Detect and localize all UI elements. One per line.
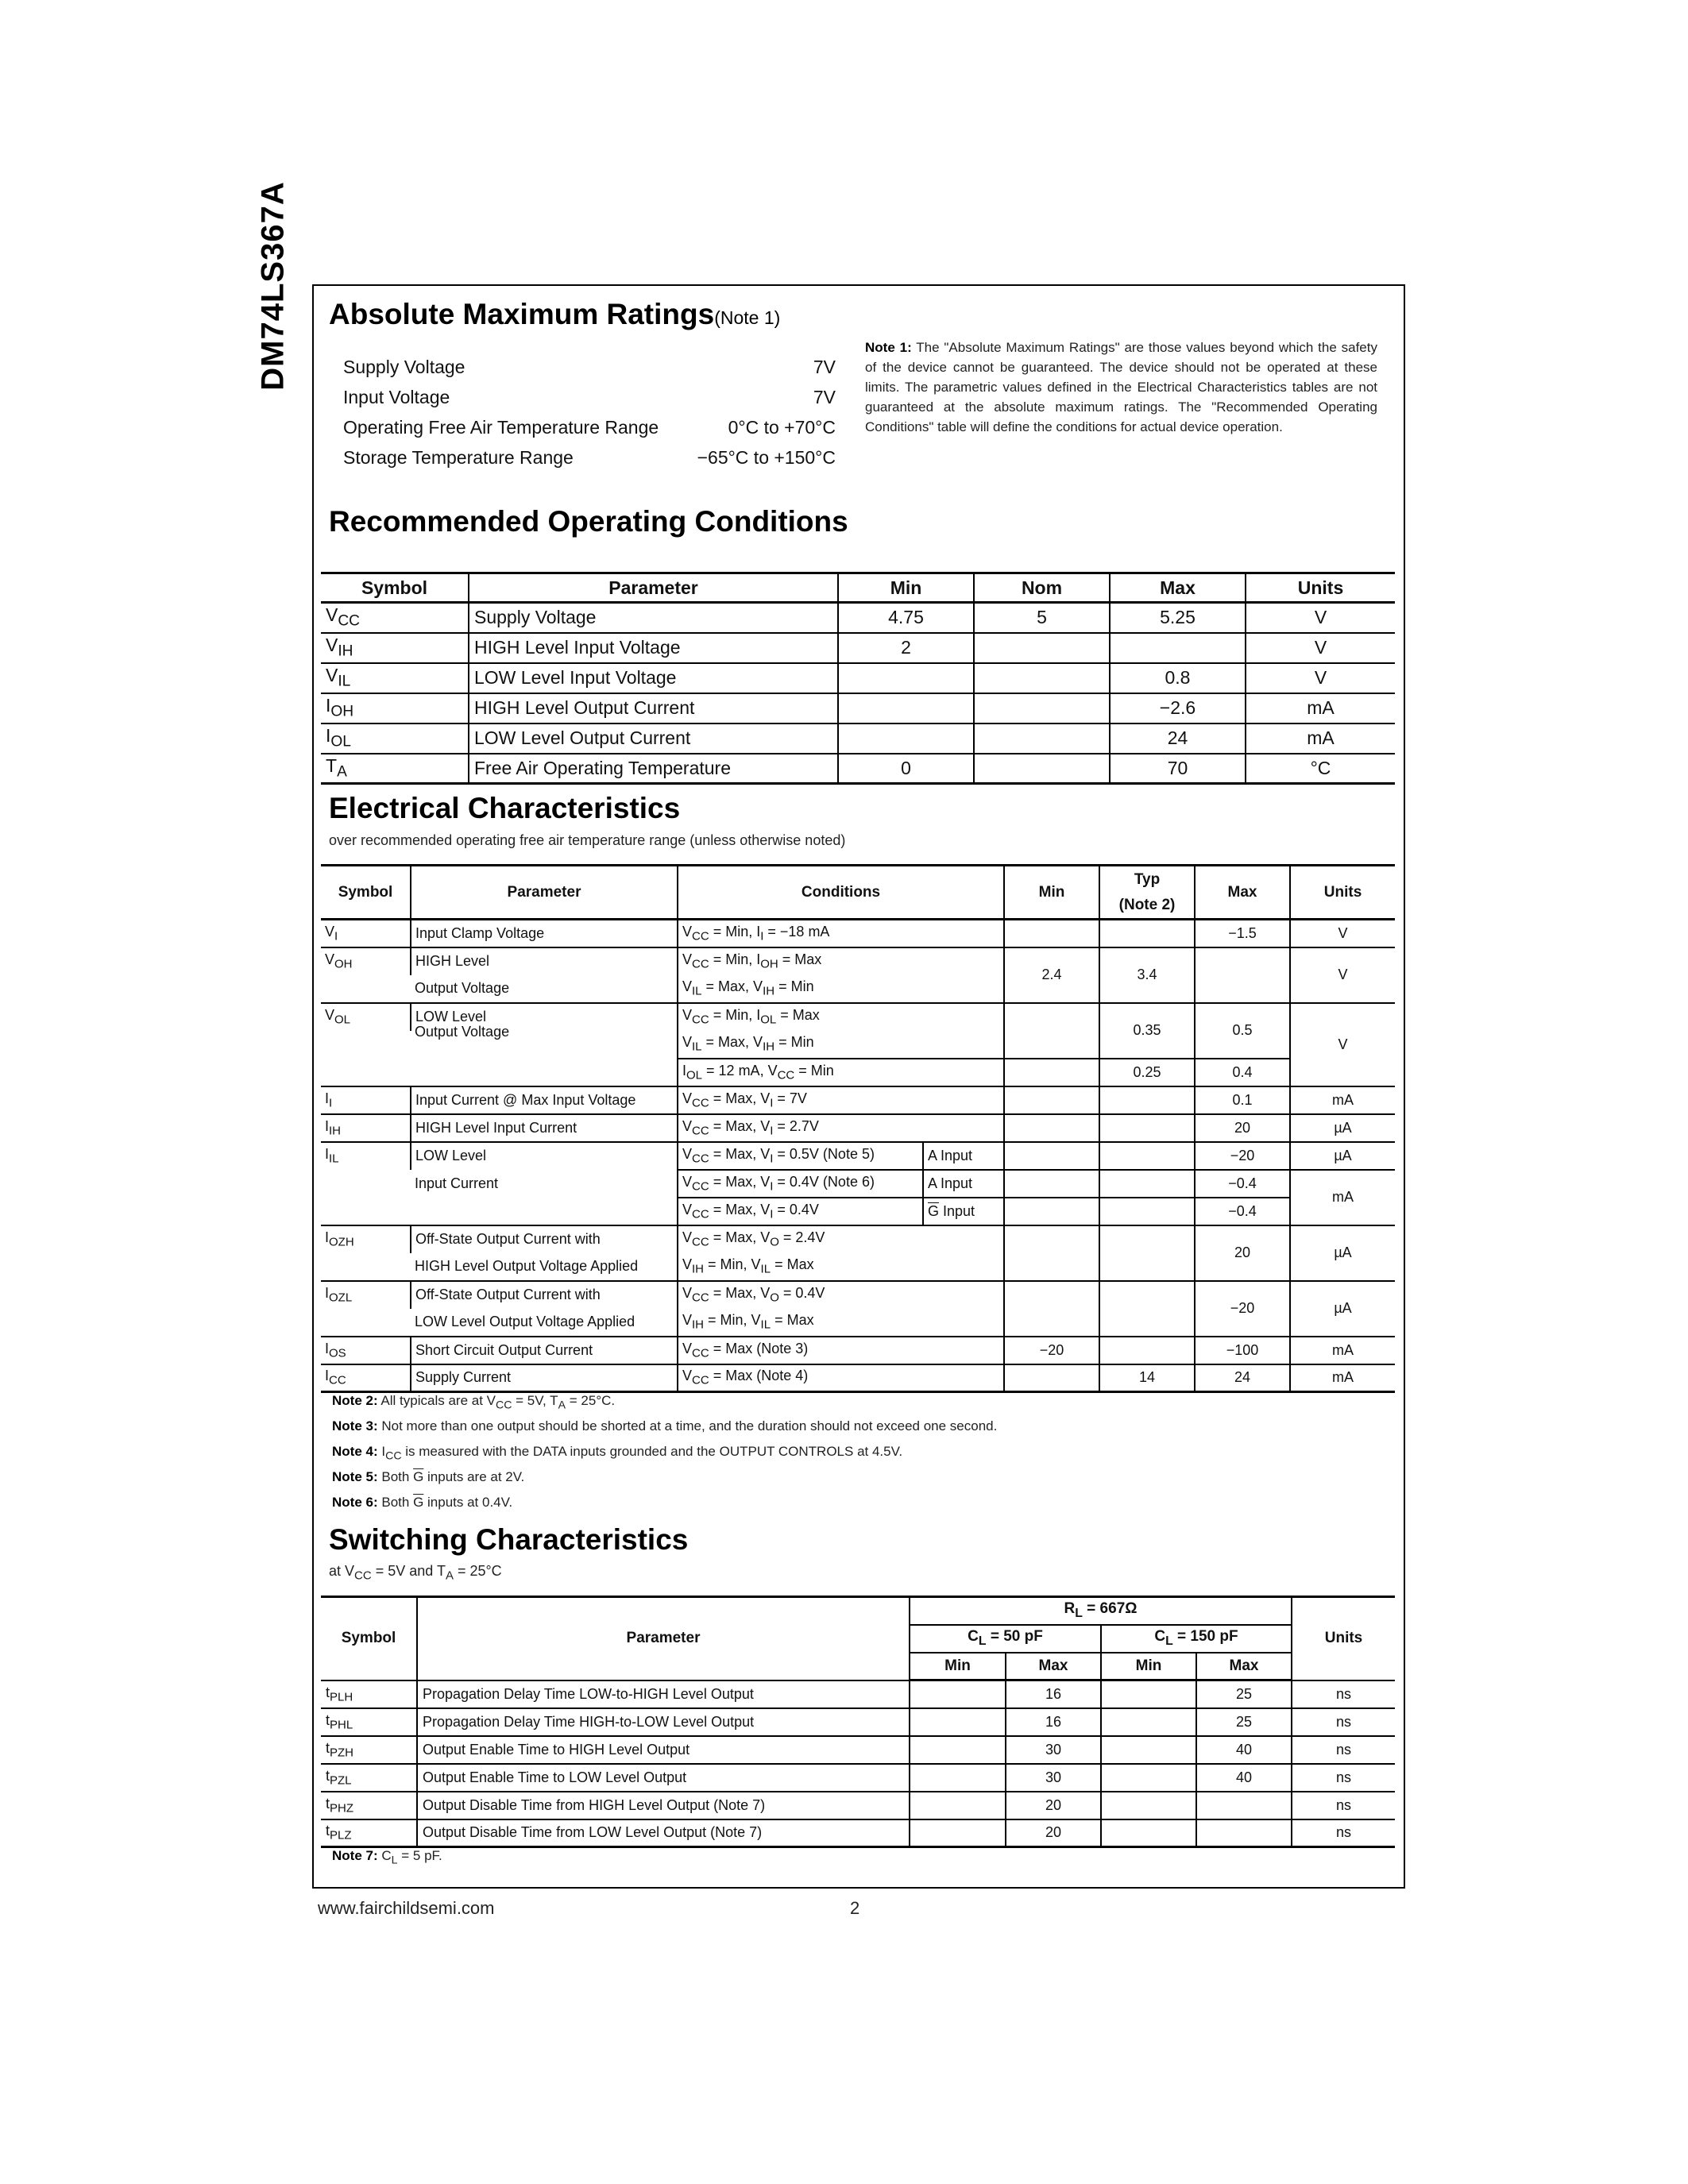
sc-min-150 bbox=[1101, 1792, 1196, 1819]
ec-cond: $V_{IL}$ = Max, $V_{IH}$ = Min bbox=[678, 975, 1004, 1003]
ec-symbol bbox=[321, 1225, 411, 1281]
ec-col-units: Units bbox=[1290, 866, 1395, 920]
sym: V bbox=[325, 951, 335, 967]
note-text: $C_L = 5$ pF. bbox=[381, 1848, 442, 1867]
ec-typ bbox=[1099, 1142, 1195, 1170]
table-row bbox=[321, 1736, 1395, 1764]
sc-col-units: Units bbox=[1292, 1597, 1395, 1680]
sym-sub: CC bbox=[329, 1374, 346, 1388]
roc-symbol: $I_{OH}$ bbox=[321, 693, 469, 723]
sc-units: ns bbox=[1292, 1708, 1395, 1736]
sym-sub: OZH bbox=[329, 1235, 354, 1249]
sc-param: Propagation Delay Time HIGH-to-LOW Level Output bbox=[417, 1708, 910, 1736]
sc-col-min: Min bbox=[910, 1653, 1006, 1680]
footer-url: www.fairchildsemi.com bbox=[318, 1898, 495, 1918]
roc-nom bbox=[974, 723, 1110, 754]
sc-max-50: 30 bbox=[1006, 1764, 1101, 1792]
sym-sub: OL bbox=[334, 1013, 351, 1027]
table-row bbox=[321, 1059, 1395, 1086]
ec-param: LOW Level Output Voltage Applied bbox=[411, 1309, 678, 1337]
roc-col-parameter: Parameter bbox=[469, 573, 838, 603]
ec-symbol bbox=[321, 1114, 411, 1142]
ec-cond: $V_{CC}$ = Max, $V_I = 2.7V$ bbox=[678, 1114, 1004, 1142]
abs-max-label: Storage Temperature Range bbox=[343, 446, 574, 468]
abs-max-row bbox=[343, 382, 836, 412]
sc-min-50 bbox=[910, 1792, 1006, 1819]
roc-param: Supply Voltage bbox=[469, 603, 838, 633]
ec-units: V bbox=[1290, 920, 1395, 947]
ec-typ: 0.25 bbox=[1099, 1059, 1195, 1086]
sc-symbol: $t_{PLH}$ bbox=[321, 1680, 417, 1708]
ec-max: −20 bbox=[1195, 1142, 1290, 1170]
ec-typ bbox=[1099, 1225, 1195, 1281]
table-row bbox=[321, 693, 1395, 723]
ec-symbol bbox=[321, 1086, 411, 1114]
roc-title: Recommended Operating Conditions bbox=[329, 505, 848, 538]
note-6 bbox=[332, 1490, 997, 1515]
sc-col-symbol: Symbol bbox=[321, 1597, 417, 1680]
ec-cond: $V_{CC}$ = Max, $V_I = 0.4V$ bbox=[678, 1198, 923, 1225]
sc-col-cl-150: $C_L = 150$ pF bbox=[1101, 1625, 1292, 1653]
ec-param: Off-State Output Current with bbox=[411, 1281, 678, 1309]
ec-cond: $V_{IH}$ = Min, $V_{IL}$ = Max bbox=[678, 1309, 1004, 1337]
sc-units: ns bbox=[1292, 1819, 1395, 1847]
roc-param: HIGH Level Input Voltage bbox=[469, 633, 838, 663]
sc-units: ns bbox=[1292, 1764, 1395, 1792]
sc-title: Switching Characteristics bbox=[329, 1523, 689, 1556]
sym: I bbox=[325, 1368, 330, 1384]
roc-units: °C bbox=[1246, 754, 1395, 784]
sym: I bbox=[325, 1229, 330, 1245]
ec-units: µA bbox=[1290, 1142, 1395, 1170]
sc-table bbox=[321, 1596, 1395, 1848]
table-row bbox=[321, 633, 1395, 663]
abs-max-title bbox=[329, 298, 780, 331]
sym: I bbox=[325, 1340, 330, 1356]
roc-min bbox=[838, 693, 974, 723]
abs-max-note-ref: (Note 1) bbox=[714, 307, 781, 328]
sc-min-50 bbox=[910, 1819, 1006, 1847]
ec-notes bbox=[332, 1388, 997, 1515]
roc-col-units: Units bbox=[1246, 573, 1395, 603]
ec-param: LOW Level bbox=[411, 1142, 678, 1170]
sc-max-50: 30 bbox=[1006, 1736, 1101, 1764]
ec-min bbox=[1004, 1003, 1099, 1059]
sc-param: Output Enable Time to LOW Level Output bbox=[417, 1764, 910, 1792]
sc-max-150: 25 bbox=[1196, 1708, 1292, 1736]
note-1-text: The "Absolute Maximum Ratings" are those values beyond which the safety of the device cannot be guaranteed. The device should not be operated at these limits. The parametric values defined in the Electrical Characteristics tables are not guaranteed at the absolute maximum ratings. The "Recommended Operating Conditions" table will define the conditions for actual device operation. bbox=[865, 340, 1377, 434]
roc-units: mA bbox=[1246, 723, 1395, 754]
roc-col-nom: Nom bbox=[974, 573, 1110, 603]
sc-max-150: 25 bbox=[1196, 1680, 1292, 1708]
ec-symbol bbox=[321, 920, 411, 947]
ec-symbol bbox=[321, 947, 411, 1003]
ec-min: −20 bbox=[1004, 1337, 1099, 1364]
sc-max-50: 16 bbox=[1006, 1680, 1101, 1708]
sc-param: Propagation Delay Time LOW-to-HIGH Level Output bbox=[417, 1680, 910, 1708]
ec-max: 20 bbox=[1195, 1114, 1290, 1142]
ec-cond: $V_{CC}$ = Max, $V_O = 0.4V$ bbox=[678, 1281, 1004, 1309]
ec-col-min: Min bbox=[1004, 866, 1099, 920]
sc-max-150: 40 bbox=[1196, 1764, 1292, 1792]
abs-max-value: 7V bbox=[813, 356, 836, 377]
abs-max-row bbox=[343, 412, 836, 442]
sc-col-min: Min bbox=[1101, 1653, 1196, 1680]
roc-symbol: $T_A$ bbox=[321, 754, 469, 784]
roc-min: 2 bbox=[838, 633, 974, 663]
ec-param: Input Current @ Max Input Voltage bbox=[411, 1086, 678, 1114]
ec-cond: $V_{CC}$ = Min, $I_{OH}$ = Max bbox=[678, 947, 1004, 975]
table-row bbox=[321, 1819, 1395, 1847]
roc-param: Free Air Operating Temperature bbox=[469, 754, 838, 784]
ec-units: mA bbox=[1290, 1364, 1395, 1392]
table-row bbox=[321, 1198, 1395, 1225]
sym-sub: I bbox=[334, 929, 338, 943]
ec-param: Input Current bbox=[415, 1175, 499, 1191]
table-row bbox=[321, 1337, 1395, 1364]
sym: V bbox=[325, 1006, 335, 1023]
sc-col-parameter: Parameter bbox=[417, 1597, 910, 1680]
ec-units: V bbox=[1290, 947, 1395, 1003]
sc-min-50 bbox=[910, 1708, 1006, 1736]
ec-cond: $V_{CC}$ = Min, $I_I = -18$ mA bbox=[678, 920, 1004, 947]
ec-min bbox=[1004, 1170, 1099, 1198]
sym: I bbox=[325, 1090, 330, 1106]
ec-typ: 14 bbox=[1099, 1364, 1195, 1392]
ec-typ bbox=[1099, 1337, 1195, 1364]
abs-max-row bbox=[343, 352, 836, 382]
ec-param: Off-State Output Current with bbox=[411, 1225, 678, 1253]
roc-nom bbox=[974, 693, 1110, 723]
table-row bbox=[321, 663, 1395, 693]
note-label: Note 4: bbox=[332, 1444, 378, 1459]
ec-max: −1.5 bbox=[1195, 920, 1290, 947]
ec-symbol bbox=[321, 1003, 411, 1086]
sc-header-row bbox=[321, 1597, 1395, 1625]
ec-min bbox=[1004, 1198, 1099, 1225]
note-2 bbox=[332, 1388, 997, 1414]
ec-min: 2.4 bbox=[1004, 947, 1099, 1003]
ec-max: −0.4 bbox=[1195, 1170, 1290, 1198]
table-row bbox=[321, 1225, 1395, 1253]
ec-input-text: Input bbox=[939, 1202, 975, 1219]
sc-min-50 bbox=[910, 1764, 1006, 1792]
sc-subtitle: at $V_{CC} = 5V$ and $T_A = 25^\circ C$ bbox=[329, 1563, 502, 1583]
roc-col-symbol: Symbol bbox=[321, 573, 469, 603]
ec-param: LOW Level bbox=[411, 1003, 678, 1031]
ec-col-parameter: Parameter bbox=[411, 866, 678, 920]
sc-symbol: $t_{PZH}$ bbox=[321, 1736, 417, 1764]
ec-min bbox=[1004, 1114, 1099, 1142]
sym-sub: IL bbox=[329, 1152, 339, 1166]
note-label: Note 6: bbox=[332, 1495, 378, 1510]
abs-max-value: 0°C to +70°C bbox=[728, 416, 836, 438]
table-row bbox=[321, 1142, 1395, 1170]
ec-typ bbox=[1099, 1170, 1195, 1198]
sc-symbol: $t_{PZL}$ bbox=[321, 1764, 417, 1792]
ec-cond: $V_{CC}$ = Max, $V_O = 2.4V$ bbox=[678, 1225, 1004, 1253]
ec-typ bbox=[1099, 1198, 1195, 1225]
sc-max-150 bbox=[1196, 1819, 1292, 1847]
roc-nom bbox=[974, 663, 1110, 693]
sym-sub: I bbox=[329, 1096, 333, 1110]
roc-nom bbox=[974, 754, 1110, 784]
ec-param: HIGH Level bbox=[411, 947, 678, 975]
sym-sub: OZL bbox=[329, 1291, 353, 1305]
ec-cond: $V_{CC}$ = Max (Note 4) bbox=[678, 1364, 1004, 1392]
note-text: Both $\overline{G}$ inputs at 0.4V. bbox=[381, 1495, 513, 1510]
ec-typ bbox=[1099, 1281, 1195, 1337]
abs-max-list bbox=[343, 352, 836, 473]
roc-units: V bbox=[1246, 603, 1395, 633]
ec-cond: $V_{CC}$ = Max (Note 3) bbox=[678, 1337, 1004, 1364]
ec-cond: $V_{CC}$ = Max, $V_I = 7V$ bbox=[678, 1086, 1004, 1114]
sc-col-max: Max bbox=[1196, 1653, 1292, 1680]
roc-param: LOW Level Input Voltage bbox=[469, 663, 838, 693]
sc-units: ns bbox=[1292, 1736, 1395, 1764]
sc-symbol: $t_{PHL}$ bbox=[321, 1708, 417, 1736]
sc-max-150: 40 bbox=[1196, 1736, 1292, 1764]
sym: I bbox=[325, 1284, 330, 1301]
roc-min: 4.75 bbox=[838, 603, 974, 633]
ec-param: Supply Current bbox=[411, 1364, 678, 1392]
sc-min-150 bbox=[1101, 1764, 1196, 1792]
note-1-label: Note 1: bbox=[865, 340, 912, 355]
table-row bbox=[321, 1170, 1395, 1198]
roc-nom bbox=[974, 633, 1110, 663]
note-text: All typicals are at $V_{CC} = 5V$, $T_A = 25^\circ C$. bbox=[380, 1393, 616, 1412]
roc-symbol: $V_{CC}$ bbox=[321, 603, 469, 633]
sym-sub: OH bbox=[334, 957, 353, 971]
roc-param: LOW Level Output Current bbox=[469, 723, 838, 754]
ec-min bbox=[1004, 1142, 1099, 1170]
ec-min bbox=[1004, 1059, 1099, 1086]
sc-min-50 bbox=[910, 1680, 1006, 1708]
ec-cond: $I_{OL} = 12$ mA, $V_{CC}$ = Min bbox=[678, 1059, 1004, 1086]
note-text: Both $\overline{G}$ inputs are at 2V. bbox=[381, 1469, 525, 1484]
ec-col-typ-note: (Note 2) bbox=[1118, 896, 1176, 913]
ec-col-conditions: Conditions bbox=[678, 866, 1004, 920]
ec-param bbox=[411, 1059, 678, 1086]
roc-units: mA bbox=[1246, 693, 1395, 723]
ec-title: Electrical Characteristics bbox=[329, 792, 681, 824]
sc-max-150 bbox=[1196, 1792, 1292, 1819]
ec-cond: $V_{CC}$ = Min, $I_{OL}$ = Max bbox=[678, 1003, 1004, 1031]
ec-max: −0.4 bbox=[1195, 1198, 1290, 1225]
ec-typ: 0.35 bbox=[1099, 1003, 1195, 1059]
ec-max: 0.1 bbox=[1195, 1086, 1290, 1114]
roc-max: 5.25 bbox=[1110, 603, 1246, 633]
ec-col-typ bbox=[1099, 866, 1195, 920]
roc-nom: 5 bbox=[974, 603, 1110, 633]
ec-min bbox=[1004, 1364, 1099, 1392]
note-7 bbox=[332, 1848, 442, 1866]
ec-units: µA bbox=[1290, 1225, 1395, 1281]
abs-max-label: Operating Free Air Temperature Range bbox=[343, 416, 659, 438]
roc-min: 0 bbox=[838, 754, 974, 784]
ec-max: 0.4 bbox=[1195, 1059, 1290, 1086]
roc-max: 24 bbox=[1110, 723, 1246, 754]
table-row bbox=[321, 1281, 1395, 1309]
sym: V bbox=[325, 923, 335, 940]
sc-col-cl-50: $C_L = 50$ pF bbox=[910, 1625, 1101, 1653]
note-4 bbox=[332, 1439, 997, 1464]
sym-sub: IH bbox=[329, 1124, 342, 1138]
sc-param: Output Enable Time to HIGH Level Output bbox=[417, 1736, 910, 1764]
sc-min-50 bbox=[910, 1736, 1006, 1764]
note-3 bbox=[332, 1414, 997, 1439]
ec-input bbox=[923, 1198, 1004, 1225]
abs-max-row bbox=[343, 442, 836, 473]
roc-max: 70 bbox=[1110, 754, 1246, 784]
ec-max: −100 bbox=[1195, 1337, 1290, 1364]
ec-min bbox=[1004, 1086, 1099, 1114]
table-row bbox=[321, 1114, 1395, 1142]
sc-col-max: Max bbox=[1006, 1653, 1101, 1680]
sym: I bbox=[325, 1145, 330, 1162]
ec-min bbox=[1004, 1281, 1099, 1337]
roc-min bbox=[838, 663, 974, 693]
ec-symbol bbox=[321, 1337, 411, 1364]
note-label: Note 2: bbox=[332, 1393, 378, 1408]
table-row bbox=[321, 1764, 1395, 1792]
sc-units: ns bbox=[1292, 1680, 1395, 1708]
note-5 bbox=[332, 1464, 997, 1490]
ec-col-typ-label: Typ bbox=[1134, 870, 1161, 888]
sc-min-150 bbox=[1101, 1680, 1196, 1708]
ec-typ bbox=[1099, 1114, 1195, 1142]
ec-units: V bbox=[1290, 1003, 1395, 1086]
roc-col-min: Min bbox=[838, 573, 974, 603]
ec-units: mA bbox=[1290, 1337, 1395, 1364]
ec-typ: 3.4 bbox=[1099, 947, 1195, 1003]
sc-symbol: $t_{PHZ}$ bbox=[321, 1792, 417, 1819]
ec-symbol bbox=[321, 1142, 411, 1225]
roc-units: V bbox=[1246, 663, 1395, 693]
ec-symbol bbox=[321, 1281, 411, 1337]
note-label: Note 7: bbox=[332, 1848, 378, 1863]
sc-symbol: $t_{PLZ}$ bbox=[321, 1819, 417, 1847]
roc-max bbox=[1110, 633, 1246, 663]
sc-param: Output Disable Time from HIGH Level Output (Note 7) bbox=[417, 1792, 910, 1819]
sc-min-150 bbox=[1101, 1736, 1196, 1764]
ec-param bbox=[411, 1018, 678, 1046]
ec-cond: $V_{CC}$ = Max, $V_I = 0.4V$ (Note 6) bbox=[678, 1170, 923, 1198]
ec-cond: $V_{CC}$ = Max, $V_I = 0.5V$ (Note 5) bbox=[678, 1142, 923, 1170]
roc-units: V bbox=[1246, 633, 1395, 663]
table-row bbox=[321, 1792, 1395, 1819]
abs-max-heading: Absolute Maximum Ratings bbox=[329, 298, 715, 330]
ec-min bbox=[1004, 1225, 1099, 1281]
ec-typ bbox=[1099, 1086, 1195, 1114]
roc-header-row bbox=[321, 573, 1395, 603]
part-number-side-title: DM74LS367A bbox=[255, 181, 291, 391]
ec-max bbox=[1195, 947, 1290, 1003]
roc-table bbox=[321, 572, 1395, 785]
ec-max: −20 bbox=[1195, 1281, 1290, 1337]
note-label: Note 5: bbox=[332, 1469, 378, 1484]
roc-symbol: $I_{OL}$ bbox=[321, 723, 469, 754]
note-label: Note 3: bbox=[332, 1418, 378, 1433]
table-row bbox=[321, 603, 1395, 633]
ec-col-max: Max bbox=[1195, 866, 1290, 920]
ec-cond: $V_{IH}$ = Min, $V_{IL}$ = Max bbox=[678, 1253, 1004, 1281]
ec-col-symbol: Symbol bbox=[321, 866, 411, 920]
sym: I bbox=[325, 1117, 330, 1134]
ec-header-row bbox=[321, 866, 1395, 920]
sc-min-150 bbox=[1101, 1708, 1196, 1736]
ec-param: HIGH Level Output Voltage Applied bbox=[411, 1253, 678, 1281]
abs-max-label: Input Voltage bbox=[343, 386, 450, 407]
ec-input: A Input bbox=[923, 1170, 1004, 1198]
abs-max-value: 7V bbox=[813, 386, 836, 407]
roc-symbol: $V_{IH}$ bbox=[321, 633, 469, 663]
ec-param: Short Circuit Output Current bbox=[411, 1337, 678, 1364]
sc-max-50: 16 bbox=[1006, 1708, 1101, 1736]
ec-subtitle: over recommended operating free air temperature range (unless otherwise noted) bbox=[329, 832, 846, 848]
ec-param: Output Voltage bbox=[411, 975, 678, 1003]
g-bar-symbol: $\overline{G}$ bbox=[928, 1202, 940, 1219]
ec-cond: $V_{IL}$ = Max, $V_{IH}$ = Min bbox=[678, 1031, 1004, 1059]
table-row bbox=[321, 947, 1395, 975]
note-1 bbox=[865, 338, 1377, 437]
ec-param-text: Output Voltage bbox=[415, 1023, 510, 1040]
table-row bbox=[321, 1708, 1395, 1736]
ec-param: HIGH Level Input Current bbox=[411, 1114, 678, 1142]
sc-max-50: 20 bbox=[1006, 1819, 1101, 1847]
ec-max: 20 bbox=[1195, 1225, 1290, 1281]
ec-units: mA bbox=[1290, 1170, 1395, 1225]
sc-col-rl: $R_L = 667\Omega$ bbox=[910, 1597, 1292, 1625]
sc-min-150 bbox=[1101, 1819, 1196, 1847]
ec-param: Input Clamp Voltage bbox=[411, 920, 678, 947]
roc-param: HIGH Level Output Current bbox=[469, 693, 838, 723]
sc-max-50: 20 bbox=[1006, 1792, 1101, 1819]
note-text: $I_{CC}$ is measured with the DATA inputs grounded and the OUTPUT CONTROLS at 4.5V. bbox=[381, 1444, 903, 1463]
note-text: Not more than one output should be shorted at a time, and the duration should not exceed one second. bbox=[381, 1418, 998, 1433]
ec-input: A Input bbox=[923, 1142, 1004, 1170]
ec-table bbox=[321, 864, 1395, 1393]
table-row bbox=[321, 754, 1395, 784]
ec-max: 0.5 bbox=[1195, 1003, 1290, 1059]
roc-max: 0.8 bbox=[1110, 663, 1246, 693]
ec-units: µA bbox=[1290, 1281, 1395, 1337]
roc-max: −2.6 bbox=[1110, 693, 1246, 723]
ec-min bbox=[1004, 920, 1099, 947]
ec-typ bbox=[1099, 920, 1195, 947]
table-row bbox=[321, 1680, 1395, 1708]
table-row bbox=[321, 723, 1395, 754]
abs-max-label: Supply Voltage bbox=[343, 356, 465, 377]
table-row bbox=[321, 1086, 1395, 1114]
abs-max-value: −65°C to +150°C bbox=[697, 446, 836, 468]
roc-col-max: Max bbox=[1110, 573, 1246, 603]
sc-param: Output Disable Time from LOW Level Output (Note 7) bbox=[417, 1819, 910, 1847]
roc-symbol: $V_{IL}$ bbox=[321, 663, 469, 693]
page-number: 2 bbox=[850, 1898, 860, 1918]
sym-sub: OS bbox=[329, 1346, 346, 1360]
ec-param bbox=[411, 1198, 678, 1225]
ec-units: mA bbox=[1290, 1086, 1395, 1114]
roc-min bbox=[838, 723, 974, 754]
ec-units: µA bbox=[1290, 1114, 1395, 1142]
table-row bbox=[321, 920, 1395, 947]
sc-units: ns bbox=[1292, 1792, 1395, 1819]
ec-max: 24 bbox=[1195, 1364, 1290, 1392]
